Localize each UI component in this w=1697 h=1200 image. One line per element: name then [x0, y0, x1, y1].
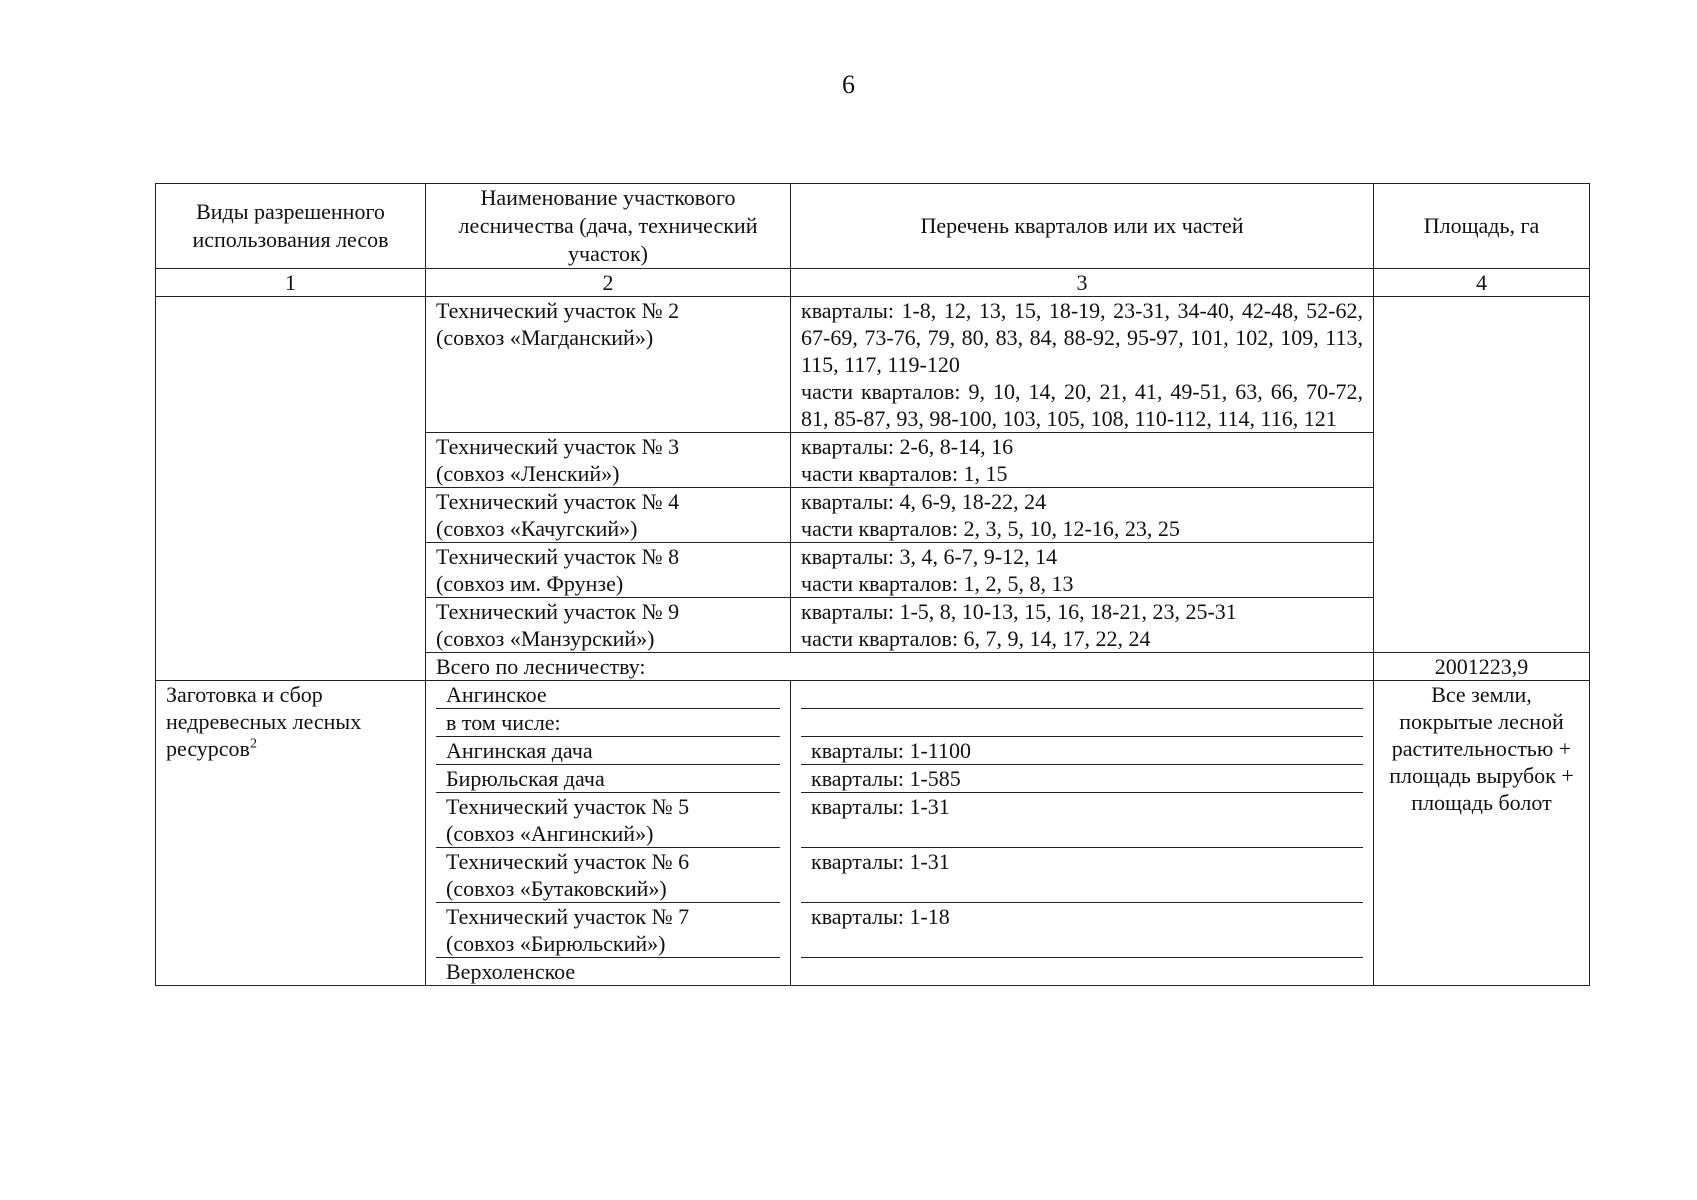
quarters-cell — [801, 848, 1363, 903]
quarters-text: кварталы: 2-6, 8-14, 16 — [801, 434, 1014, 459]
quarters-cell — [791, 598, 1374, 653]
forestry-name-line: в том числе: — [446, 710, 561, 735]
table-row — [156, 681, 1590, 986]
quarters-cell — [801, 681, 1363, 709]
forestry-name-line: (совхоз «Бутаковский») — [446, 876, 667, 901]
quarters-cell — [791, 543, 1374, 598]
forestry-name-line: Верхоленское — [446, 959, 576, 984]
use-type-cell — [156, 681, 426, 986]
forestry-name-cell — [436, 903, 780, 958]
header-forestry-name: Наименование участкового лесничества (дача, технический участок) — [426, 184, 791, 269]
forestry-name-line: Ангинское — [446, 682, 547, 707]
column-number: 4 — [1374, 269, 1590, 297]
forestry-name-cell — [426, 433, 791, 488]
forestry-names-column — [426, 681, 791, 986]
quarters-text: кварталы: 3, 4, 6-7, 9-12, 14 — [801, 544, 1058, 569]
forestry-name-line: Технический участок № 7 — [446, 904, 690, 929]
forestry-name-line: Технический участок № 5 — [446, 794, 690, 819]
quarters-cell — [801, 709, 1363, 737]
forestry-name-cell — [436, 681, 780, 709]
forestry-name-cell — [436, 765, 780, 793]
quarters-text: кварталы: 4, 6-9, 18-22, 24 — [801, 489, 1047, 514]
quarters-text: кварталы: 1-18 — [811, 904, 950, 929]
forestry-name-line: Технический участок № 3 — [436, 434, 680, 459]
forestry-name-cell — [426, 598, 791, 653]
quarters-cell — [791, 297, 1374, 433]
forestry-name-cell — [426, 488, 791, 543]
quarter-parts-text: части кварталов: 6, 7, 9, 14, 17, 22, 24 — [801, 626, 1151, 651]
forestry-name-line: (совхоз «Магданский») — [436, 325, 654, 350]
forestry-name-cell — [436, 793, 780, 848]
column-number: 2 — [426, 269, 791, 297]
forestry-name-line: Технический участок № 4 — [436, 489, 680, 514]
quarter-parts-text: части кварталов: 1, 15 — [801, 461, 1008, 486]
footnote-marker: 2 — [249, 736, 257, 752]
forestry-name-line: Ангинская дача — [446, 738, 593, 763]
quarters-text: кварталы: 1-585 — [811, 766, 961, 791]
column-number: 1 — [156, 269, 426, 297]
header-quarters: Перечень кварталов или их частей — [791, 184, 1374, 269]
forestry-name-line: (совхоз «Ленский») — [436, 461, 620, 486]
total-value: 2001223,9 — [1374, 653, 1590, 681]
total-label: Всего по лесничеству: — [426, 653, 1374, 681]
use-type-cell-empty — [156, 297, 426, 681]
quarters-text: кварталы: 1-8, 12, 13, 15, 18-19, 23-31, 34-40, 42-48, 52-62, 67-69, 73-76, 79, 80, 83, 84, 88-92, 95-97, 101, 102, 109, 113, 115, 117, 119-120 — [801, 298, 1363, 377]
quarters-cell — [801, 958, 1363, 985]
quarters-cell — [801, 903, 1363, 958]
forestry-name-cell — [436, 709, 780, 737]
quarters-text: кварталы: 1-31 — [811, 849, 950, 874]
forestry-name-line: Технический участок № 2 — [436, 298, 680, 323]
forestry-name-line: (совхоз «Ангинский») — [446, 821, 654, 846]
area-cell-empty — [1374, 297, 1590, 653]
quarters-cell — [801, 793, 1363, 848]
use-type-text: Заготовка и сбор недревесных лесных ресурсов — [166, 682, 362, 761]
quarters-column — [791, 681, 1374, 986]
quarters-text: кварталы: 1-31 — [811, 794, 950, 819]
quarters-cell — [791, 488, 1374, 543]
forestry-name-cell — [436, 958, 780, 985]
forestry-name-line: (совхоз «Манзурский») — [436, 626, 655, 651]
forestry-name-line: (совхоз им. Фрунзе) — [436, 571, 624, 596]
page-number: 6 — [842, 70, 855, 99]
forestry-name-line: Бирюльская дача — [446, 766, 605, 791]
header-use-type: Виды разрешенного использования лесов — [156, 184, 426, 269]
forestry-name-line: Технический участок № 8 — [436, 544, 680, 569]
forestry-name-cell — [426, 543, 791, 598]
forestry-name-line: (совхоз «Бирюльский») — [446, 931, 666, 956]
quarters-text: кварталы: 1-5, 8, 10-13, 15, 16, 18-21, 23, 25-31 — [801, 599, 1237, 624]
quarters-cell — [791, 433, 1374, 488]
forestry-name-line: Технический участок № 6 — [446, 849, 690, 874]
quarters-cell — [801, 737, 1363, 765]
forest-use-table — [155, 183, 1590, 986]
quarters-cell — [801, 765, 1363, 793]
quarters-text: кварталы: 1-1100 — [811, 738, 971, 763]
forestry-name-line: Технический участок № 9 — [436, 599, 680, 624]
column-number: 3 — [791, 269, 1374, 297]
quarter-parts-text: части кварталов: 1, 2, 5, 8, 13 — [801, 571, 1074, 596]
forestry-name-cell — [436, 737, 780, 765]
quarter-parts-text: части кварталов: 2, 3, 5, 10, 12-16, 23, 25 — [801, 516, 1180, 541]
table-row — [156, 297, 1590, 433]
column-number-row — [156, 269, 1590, 297]
area-cell: Все земли, покрытые лесной растительностью + площадь вырубок + площадь болот — [1374, 681, 1590, 986]
forestry-name-cell — [426, 297, 791, 433]
header-area: Площадь, га — [1374, 184, 1590, 269]
quarter-parts-text: части кварталов: 9, 10, 14, 20, 21, 41, 49-51, 63, 66, 70-72, 81, 85-87, 93, 98-100, 103, 105, 108, 110-112, 114, 116, 121 — [801, 379, 1363, 431]
forestry-name-cell — [436, 848, 780, 903]
forestry-name-line: (совхоз «Качугский») — [436, 516, 638, 541]
